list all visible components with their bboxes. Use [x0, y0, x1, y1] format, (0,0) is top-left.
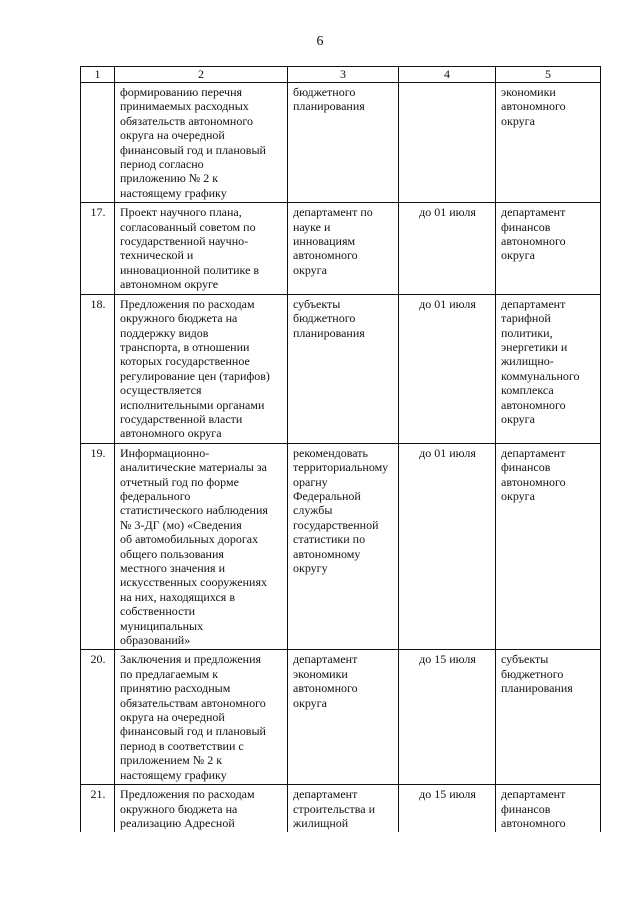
- recipient: департамент финансов автономного: [496, 785, 601, 833]
- row-number: 20.: [81, 650, 115, 785]
- deadline: [399, 83, 496, 203]
- deadline: до 01 июля: [399, 203, 496, 294]
- schedule-table: [80, 66, 601, 832]
- submitter: рекомендовать территориальному орагну Федеральной службы государственной статистики по автономному округу: [288, 443, 399, 650]
- row-number: 19.: [81, 443, 115, 650]
- deadline: до 01 июля: [399, 294, 496, 443]
- document-name: Предложения по расходам окружного бюджета на реализацию Адресной: [115, 785, 288, 833]
- column-header-1: 1: [81, 67, 115, 83]
- recipient: департамент тарифной политики, энергетики и жилищно- коммунального комплекса автономного округа: [496, 294, 601, 443]
- table-row: [81, 650, 601, 785]
- document-name: Информационно- аналитические материалы за отчетный год по форме федерального статистического наблюдения № 3-ДГ (мо) «Сведения об автомобильных дорогах общего пользования местного значения и искусственных сооружениях на них, находящихся в собственности муниципальных образований»: [115, 443, 288, 650]
- table-row: [81, 83, 601, 203]
- recipient: субъекты бюджетного планирования: [496, 650, 601, 785]
- submitter: департамент экономики автономного округа: [288, 650, 399, 785]
- deadline: до 01 июля: [399, 443, 496, 650]
- column-header-4: 4: [399, 67, 496, 83]
- column-header-3: 3: [288, 67, 399, 83]
- submitter: департамент строительства и жилищной: [288, 785, 399, 833]
- table-row: [81, 443, 601, 650]
- column-header-5: 5: [496, 67, 601, 83]
- table-row: [81, 203, 601, 294]
- document-name: Предложения по расходам окружного бюджета на поддержку видов транспорта, в отношении которых государственное регулирование цен (тарифов) осуществляется исполнительными органами государственной власти автономного округа: [115, 294, 288, 443]
- deadline: до 15 июля: [399, 650, 496, 785]
- row-number: [81, 83, 115, 203]
- document-name: формированию перечня принимаемых расходных обязательств автономного округа на очередной финансовый год и плановый период согласно приложению № 2 к настоящему графику: [115, 83, 288, 203]
- recipient: департамент финансов автономного округа: [496, 443, 601, 650]
- submitter: субъекты бюджетного планирования: [288, 294, 399, 443]
- row-number: 17.: [81, 203, 115, 294]
- submitter: бюджетного планирования: [288, 83, 399, 203]
- document-name: Проект научного плана, согласованный советом по государственной научно- технической и инновационной политике в автономном округе: [115, 203, 288, 294]
- table-row: [81, 294, 601, 443]
- recipient: департамент финансов автономного округа: [496, 203, 601, 294]
- row-number: 21.: [81, 785, 115, 833]
- row-number: 18.: [81, 294, 115, 443]
- recipient: экономики автономного округа: [496, 83, 601, 203]
- header-row: [81, 67, 601, 83]
- column-header-2: 2: [115, 67, 288, 83]
- document-name: Заключения и предложения по предлагаемым к принятию расходным обязательствам автономного округа на очередной финансовый год и плановый период в соответствии с приложением № 2 к настоящему графику: [115, 650, 288, 785]
- page-number: 6: [316, 34, 324, 49]
- submitter: департамент по науке и инновациям автономного округа: [288, 203, 399, 294]
- table-row: [81, 785, 601, 833]
- deadline: до 15 июля: [399, 785, 496, 833]
